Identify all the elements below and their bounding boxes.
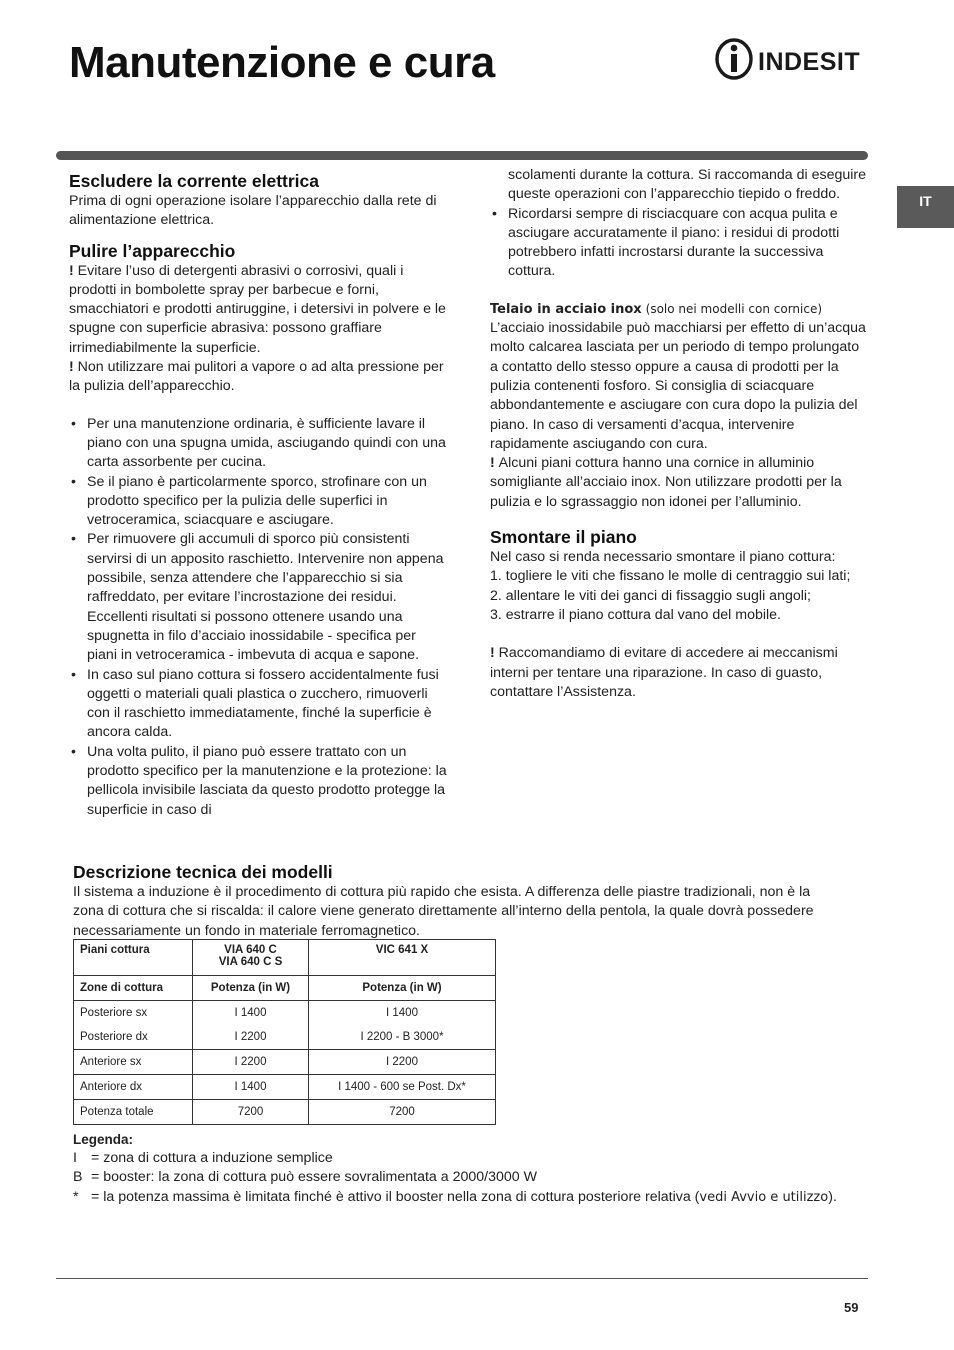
tech-intro: Il sistema a induzione è il procedimento di cottura più rapido che esista. A differenza delle piastre tradizionali, non è la zona di cottura che si riscalda: il calore viene generato direttamente all’interno della pentola, la quale dovrà possedere necessariamente un fondo in materiale ferromagnetico. — [73, 884, 814, 939]
list-item: • Ricordarsi sempre di risciacquare con acqua pulita e asciugare accuratamente il piano: i residui di prodotti potrebbero infatti incrostarsi durante la successiva cottura. — [490, 205, 870, 282]
section-title-cleaning: Pulire l’apparecchio — [69, 240, 236, 261]
table-header: Piani cottura — [74, 940, 193, 976]
page-title: Manutenzione e cura — [69, 38, 495, 87]
section-text-steel: L’acciaio inossidabile può macchiarsi per effetto di un’acqua molto calcarea lasciata per un periodo di tempo prolungato a contatto dello stesso oppure a causa di prodotti per la pulizia contenenti fosforo. Si consiglia di sciacquare abbondantemente e asciugare con cura dopo la pulizia del piano. In caso di versamenti d’acqua, intervenire rapidamente asciugando con cura. — [490, 320, 866, 452]
section-title-tech: Descrizione tecnica dei modelli — [73, 862, 333, 882]
legend-title: Legenda: — [73, 1132, 134, 1147]
section-title-dismount: Smontare il piano — [490, 527, 637, 548]
table-row — [74, 1100, 496, 1125]
table-cell: Posteriore sx Posteriore dx — [74, 1001, 193, 1050]
table-row — [74, 1075, 496, 1100]
table-header: VIA 640 C VIA 640 C S — [193, 940, 309, 976]
section-title-power: Escludere la corrente elettrica — [69, 171, 319, 191]
table-cell: Anteriore sx — [74, 1050, 193, 1075]
cleaning-list — [69, 415, 449, 820]
section-text-power: Prima di ogni operazione isolare l’apparecchio dalla rete di alimentazione elettrica. — [69, 193, 437, 229]
dismount-intro: Nel caso si renda necessario smontare il piano cottura: — [490, 549, 836, 566]
table-cell: I 2200 — [309, 1050, 496, 1075]
table-header: Zone di cottura — [74, 976, 193, 1001]
table-row — [74, 1050, 496, 1075]
list-item-continuation: scolamenti durante la cottura. Si raccomanda di eseguire queste operazioni con l’apparecchio tiepido o freddo. — [508, 167, 867, 203]
list-item: • Se il piano è particolarmente sporco, strofinare con un prodotto specifico per la pulizia delle superfici in vetroceramica, sciacquare e asciugare. — [69, 473, 449, 531]
list-item: • In caso sul piano cottura si fossero accidentalmente fusi oggetti o materiali quali plastica o zucchero, rimuoverli con il raschietto immediatamente, finché la superficie è ancora calda. — [69, 666, 449, 743]
table-cell: I 1400 I 2200 — [193, 1001, 309, 1050]
list-item: • Una volta pulito, il piano può essere trattato con un prodotto specifico per la manutenzione e la protezione: la pellicola invisibile lasciata da questo prodotto protegge la superficie in caso di — [69, 743, 449, 820]
dismount-step: 1. togliere le viti che fissano le molle di centraggio sui lati; — [490, 568, 851, 585]
right-column — [490, 166, 870, 702]
warning-steam: ! Non utilizzare mai pulitori a vapore o ad alta pressione per la pulizia dell’apparecchio. — [69, 359, 444, 395]
list-item: • Per rimuovere gli accumuli di sporco più consistenti servirsi di un apposito raschietto. Intervenire non appena possibile, senza attendere che l’apparecchio si sia raffreddato, per evitare l’incrostazione dei residui. Eccellenti risultati si possono ottenere usando una spugnetta in filo d’acciaio inossidabile - specifica per piani in vetroceramica - imbevuta di acqua e sapone. — [69, 530, 449, 665]
header-divider — [56, 151, 868, 160]
legend-item: B = booster: la zona di cottura può essere sovralimentata a 2000/3000 W — [73, 1169, 537, 1186]
power-table — [73, 939, 496, 1125]
table-header: VIC 641 X — [309, 940, 496, 976]
table-cell: I 1400 - 600 se Post. Dx* — [309, 1075, 496, 1100]
legend — [73, 1130, 833, 1149]
page-number: 59 — [844, 1300, 859, 1315]
legend-list — [73, 1149, 843, 1207]
dismount-step: 2. allentare le viti dei ganci di fissaggio sugli angoli; — [490, 587, 811, 604]
rinse-list — [490, 205, 870, 282]
indesit-logo — [714, 36, 870, 82]
language-tab: IT — [897, 186, 954, 228]
table-header-row — [74, 940, 496, 976]
section-title-steel: Telaio in acciaio inox (solo nei modelli con cornice) — [490, 301, 823, 317]
table-cell: 7200 — [193, 1100, 309, 1125]
left-column — [69, 170, 449, 820]
table-cell: I 2200 — [193, 1050, 309, 1075]
svg-text:INDESIT: INDESIT — [758, 48, 861, 76]
tech-section — [73, 861, 833, 941]
table-row — [74, 1001, 496, 1050]
legend-item: I = zona di cottura a induzione semplice — [73, 1150, 333, 1166]
table-cell: Potenza totale — [74, 1100, 193, 1125]
legend-item: * = la potenza massima è limitata finché è attivo il booster nella zona di cottura posteriore relativa (vedi Avvio e utilizzo). — [73, 1188, 837, 1205]
warning-repair: ! Raccomandiamo di evitare di accedere ai meccanismi interni per tentare una riparazione. In caso di guasto, contattare l’Assistenza. — [490, 645, 838, 700]
table-header: Potenza (in W) — [309, 976, 496, 1001]
footer-divider — [56, 1278, 868, 1279]
dismount-step: 3. estrarre il piano cottura dal vano del mobile. — [490, 606, 782, 623]
table-cell: I 1400 I 2200 - B 3000* — [309, 1001, 496, 1050]
warning-abrasives: ! Evitare l’uso di detergenti abrasivi o corrosivi, quali i prodotti in bombolette spray per barbecue e forni, smacchiatori e prodotti antiruggine, i detersivi in polvere e le spugne con superficie abrasiva: possono graffiare irrimediabilmente la superficie. — [69, 262, 446, 356]
warning-aluminium: ! Alcuni piani cottura hanno una cornice in alluminio somigliante all’acciaio inox. Non utilizzare prodotti per la pulizia e lo sgrassaggio non idonei per l’alluminio. — [490, 455, 842, 510]
table-header: Potenza (in W) — [193, 976, 309, 1001]
table-cell: I 1400 — [193, 1075, 309, 1100]
list-item: • Per una manutenzione ordinaria, è sufficiente lavare il piano con una spugna umida, asciugando quindi con una carta assorbente per cucina. — [69, 415, 449, 473]
table-cell: 7200 — [309, 1100, 496, 1125]
table-cell: Anteriore dx — [74, 1075, 193, 1100]
table-header-row — [74, 976, 496, 1001]
